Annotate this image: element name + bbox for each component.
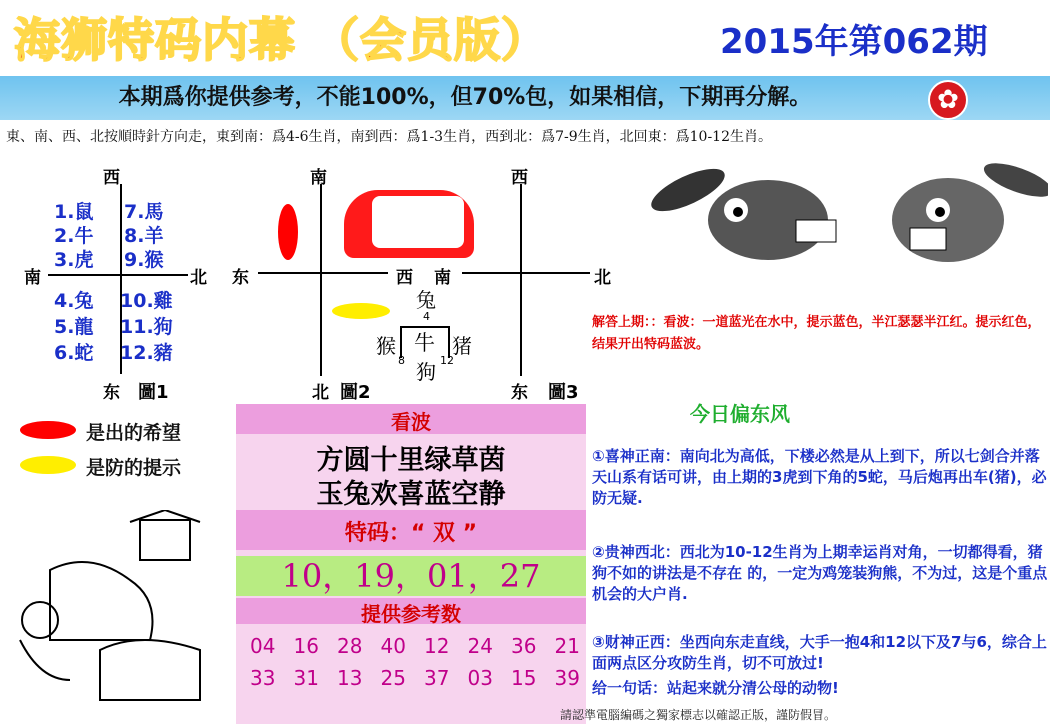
ref-numbers-row-1 [250,634,580,658]
yellow-hint-mark [332,303,390,319]
today-title: 今日偏东风 [690,402,790,426]
zodiac-bottom: 狗 [416,360,436,384]
diagram-3-top-label: 西 [511,168,528,188]
legend-red-oval [20,421,76,439]
hint-paragraph-3: ③财神正西：坐西向东走直线，大手一抱4和12以下及7与6，综合上面两点区分攻防生肖，切不可放过! [592,633,1047,672]
ref-number: 03 [467,666,493,690]
zodiac-item: 3.虎 [54,249,94,271]
diagram-3-vertical-line [520,184,522,376]
diagram-2-bottom-label: 北 [312,383,329,403]
hint-paragraph-4: 给一句话：站起来就分清公母的动物! [592,679,839,697]
zodiac-item: 1.鼠 [54,201,94,223]
diagram-1-bottom-label: 东 [103,383,120,403]
zodiac-top: 兔 [416,288,436,312]
diagram-1-top-label: 西 [103,168,120,188]
zodiac-center: 牛 [414,331,435,355]
zodiac-item: 4.兔 [54,290,94,312]
ref-numbers-row-2 [250,666,580,690]
main-numbers: 10，19，01，27 [236,556,586,596]
issue-number: 2015年第062期 [720,22,988,62]
zodiac-left: 猴 [376,334,396,358]
ref-number: 24 [467,634,493,658]
footer-notice: 請認準電腦編碼之獨家標志以確認正版，謹防假冒。 [560,708,837,722]
diagram-1-left-label: 南 [24,268,41,288]
ref-numbers-label: 提供参考数 [361,602,461,626]
zodiac-item: 2.牛 [54,225,94,247]
ref-number: 37 [424,666,450,690]
zodiac-item: 10.雞 [120,290,173,312]
hint-paragraph-1: ①喜神正南：南向北为高低，下楼必然是从上到下，所以七剑合并落天山系有话可讲，由上期的3虎到下角的5蛇，马后炮再出车(猪)，必防无疑. [592,447,1047,507]
legend-yellow-oval [20,456,76,474]
zodiac-item: 12.豬 [120,342,173,364]
previous-answer: 解答上期：：看波：一道蓝光在水中，提示蓝色，半江瑟瑟半江红。提示红色，结果开出特码蓝波。 [592,315,1041,352]
kanbo-label: 看波 [391,410,431,434]
hint-paragraph-2: ②贵神西北：西北为10-12生肖为上期幸运肖对角，一切都得看，猪狗不如的讲法是不存在 的，一定为鸡笼装狗熊，不为过，这是个重点机会的大户肖. [592,543,1048,603]
ref-number: 04 [250,634,276,658]
legend-red-label: 是出的希望 [86,422,182,444]
zodiac-right: 猪 [452,334,472,358]
tema-label: 特码：“ 双 ” [344,521,478,546]
cartoon-dogs-illustration [648,150,1048,300]
animals-sketch-illustration [10,510,230,722]
poem-line-2: 玉兔欢喜蓝空静 [316,479,506,510]
diagram-1-right-label: 北 [190,268,207,288]
ref-number: 33 [250,666,276,690]
banner-text: 本期爲你提供参考，不能100%，但70%包，如果相信，下期再分解。 [118,85,812,110]
zodiac-item: 6.蛇 [54,342,94,364]
zodiac-right-num: 12 [440,354,454,367]
zodiac-item: 9.猴 [124,249,164,271]
diagram-3-bottom-label: 东 [511,383,528,403]
diagram-2-right-label: 西 [396,268,413,288]
zodiac-item: 7.馬 [124,201,164,223]
ref-number: 16 [293,634,319,658]
ref-number: 36 [511,634,537,658]
zodiac-item: 8.羊 [124,225,164,247]
red-hope-mark [278,204,298,260]
zodiac-left-num: 8 [398,354,405,367]
blank-patch [372,196,464,248]
poem-line-1: 方圆十里绿草茵 [316,445,506,476]
diagram-2-caption: 圖2 [340,382,371,403]
ref-number: 28 [337,634,363,658]
diagram-2-vertical-line [320,184,322,376]
diagram-2-left-label: 东 [232,268,249,288]
ref-number: 39 [554,666,580,690]
diagram-3-right-label: 北 [594,268,611,288]
ref-number: 15 [511,666,537,690]
diagram-1-caption: 圖1 [138,382,169,403]
diagram-3-left-label: 南 [434,268,451,288]
diagram-2-top-label: 南 [310,168,327,188]
legend-yellow-label: 是防的提示 [86,457,182,479]
diagram-2-horizontal-line [258,272,388,274]
ref-number: 21 [554,634,580,658]
ref-number: 40 [380,634,406,658]
zodiac-top-num: 4 [423,310,430,323]
diagram-3-horizontal-line [462,272,590,274]
bauhinia-logo-icon: ✿ [928,80,968,120]
ref-number: 31 [293,666,319,690]
zodiac-item: 11.狗 [120,316,173,338]
diagram-1-horizontal-line [48,274,188,276]
ref-number: 13 [337,666,363,690]
zodiac-item: 5.龍 [54,316,94,338]
page-title: 海狮特码内幕 （会员版） [14,13,549,67]
ref-number: 12 [424,634,450,658]
direction-rule-text: 東、南、西、北按順時針方向走，東到南：爲4-6生肖，南到西：爲1-3生肖，西到北：爲7-9生肖，北回東：爲10-12生肖。 [6,129,772,145]
diagram-3-caption: 圖3 [548,382,579,403]
ref-number: 25 [380,666,406,690]
